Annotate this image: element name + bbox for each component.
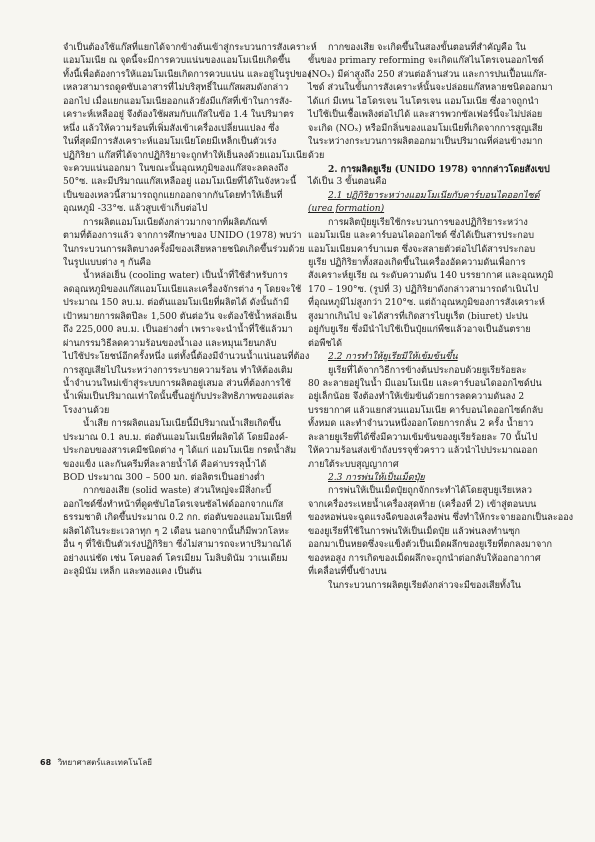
- text-line: ตามที่ต้องการแล้ว จากการศึกษาของ UNIDO (1978) พบว่า: [63, 231, 302, 242]
- text-line: ทั้งนี้เพื่อต้องการให้แอมโมเนียเกิดการควบแน่น และอยู่ในรูปของ: [63, 69, 312, 80]
- text-line: จากเครื่องระเหยน้ำเครื่องสุดท้าย (เครื่องที่ 2) เข้าสู่ตอนบน: [308, 499, 537, 510]
- text-line: อื่น ๆ ที่ใช้เป็นตัวเร่งปฏิกิริยา ซึ่งไม่สามารถจะหาปริมาณได้: [63, 540, 292, 551]
- text-line: อย่างแน่ชัด เช่น โคบอลต์ โครเมียม โมลิบดินัม วาเนเดียม: [63, 553, 288, 564]
- page-footer: [40, 758, 152, 768]
- text-line: ที่เคลื่อนที่ขึ้นข้างบน: [308, 567, 387, 578]
- journal-name: วิทยาศาสตร์และเทคโนโลยี: [57, 758, 152, 767]
- text-line: อยู่กับยูเรีย ซึ่งมีนำไปใช้เป็นปุ๋ยแก่พืชแล้วอาจเป็นอันตราย: [308, 325, 531, 336]
- right-column: [308, 42, 574, 593]
- text-line: อุณหภูมิ -33°ซ. แล้วสูบเข้าเก็บต่อไป: [63, 204, 208, 215]
- text-line: หนึ่ง แล้วให้ความร้อนที่เพิ่มสังเข้าเครื่องเปลี่ยนแปลง ซึ่ง: [63, 123, 280, 134]
- text-line: ผ่านกรรมวิธีลดความร้อนของน้ำเอง และหมุนเวียนกลับ: [63, 338, 277, 349]
- text-line: น้ำหล่อเย็น (cooling water) เป็นน้ำที่ใช้สำหรับการ: [83, 271, 288, 282]
- page-number: 68: [40, 758, 52, 767]
- text-line: ภายใต้ระบบสุญญากาศ: [308, 459, 399, 470]
- text-line: ละลายยูเรียที่ได้ซึ่งมีความเข้มข้นของยูเรียร้อยละ 70 นั้นไป: [308, 432, 538, 443]
- text-line: ในรูปแบบต่าง ๆ กันคือ: [63, 258, 152, 268]
- text-line: ไปใช้ประโยชน์อีกครั้งหนึ่ง แต่ทั้งนี้ต้องมีจำนวนน้ำแน่นอนที่ต้อง: [63, 352, 310, 363]
- text-line: แอมโมเนียมคาร์บาเมต ซึ่งจะสลายตัวต่อไปได้สารประกอบ: [308, 244, 536, 255]
- text-line: BOD ประมาณ 300 – 500 มก. ต่อลิตรเป็นอย่างต่ำ: [63, 473, 265, 483]
- text-line: ยูเรียที่ได้จากวิธีการข้างต้นประกอบด้วยยูเรียร้อยละ: [328, 365, 527, 376]
- text-line: เหลวสามารถดูดซับเอาสารที่ไม่บริสุทธิ์ในแก๊สผสมดังกล่าว: [63, 83, 289, 94]
- text-line: การผลิตปุ๋ยยูเรียใช้กระบวนการของปฏิกิริยาระหว่าง: [328, 217, 528, 228]
- text-line: ในระหว่างกระบวนการผลิตออกมาเป็นปริมาณที่ค่อนข้างมาก: [308, 137, 543, 148]
- text-line: ออกไป เมื่อแยกแอมโมเนียออกแล้วยังมีแก๊สที่เข้าในการสัง-: [63, 96, 293, 107]
- left-column: [63, 42, 317, 580]
- text-line: น้ำจำนวนใหม่เข้าสู่ระบบการผลิตอยู่เสมอ ส่วนที่ต้องการใช้: [63, 378, 291, 389]
- text-line: ต่อพืชได้: [308, 338, 343, 349]
- text-line: เป้าหมายการผลิตปีละ 1,500 ตันต่อวัน จะต้องใช้น้ำหล่อเย็น: [63, 311, 298, 322]
- text-line: จะเกิด (NOₓ) หรือมีกลิ่นของแอมโมเนียที่เกิดจากการสูญเสีย: [308, 123, 543, 134]
- text-line: ได้แก่ มีเทน ไฮโดรเจน ไนโตรเจน แอมโมเนีย ซึ่งอาจถูกนำ: [308, 96, 539, 107]
- text-line: ประมาณ 0.1 ลบ.ม. ต่อตันแอมโมเนียที่ผลิตได้ โดยมีองค์-: [63, 432, 289, 443]
- text-line: ยูเรีย ปฏิกิริยาทั้งสองเกิดขึ้นในเครื่องอัดความดันเพื่อการ: [308, 258, 526, 268]
- text-line: ปฏิกิริยา แก๊สที่ได้จากปฏิกิริยาจะถูกทำให้เย็นลงด้วยแอมโมเนีย: [63, 150, 308, 161]
- text-line: ขั้นของ primary reforming จะเกิดแก๊สไนโตรเจนออกไซด์: [308, 56, 544, 67]
- text-line: แอมโมเนีย และคาร์บอนไดออกไซด์ ซึ่งได้เป็นสารประกอบ: [308, 231, 535, 242]
- text-line: กากของเสีย (solid waste) ส่วนใหญ่จะมีสิ่งกะบี้: [83, 486, 272, 497]
- text-line: 2.3 การพ่นให้เป็นเม็ดปุ๋ย: [328, 473, 425, 483]
- text-line: จะควบแน่นออกมา ในขณะนั้นอุณหภูมิของแก๊สจะลดลงถึง: [63, 163, 289, 174]
- text-line: ของยูเรียที่ใช้ในการพ่นให้เป็นเม็ดปุ๋ย แล้วพ่นลงทำนซุก: [308, 526, 521, 537]
- text-line: 2. การผลิตยูเรีย (UNIDO 1978) จากกล่าวโดยสังเขป: [328, 163, 550, 175]
- text-line: การผลิตแอมโมเนียดังกล่าวมากจากที่ผลิตภัณฑ์: [83, 217, 268, 228]
- text-line: จำเป็นต้องใช้แก๊สที่แยกได้จากข้างต้นเข้าสู่กระบวนการสังเคราะห์: [63, 43, 317, 53]
- text-line: ออกไซด์ซึ่งทำหน้าที่ดูดซับไฮโดรเจนซัลไฟด์ออกจากแก๊ส: [63, 499, 284, 510]
- text-line: ประกอบของสารเคมีชนิดต่าง ๆ ได้แก่ แอมโมเนีย กรดน้ำส้ม: [63, 446, 297, 457]
- text-line: 50°ซ. และมีปริมาณแก๊สเหลืออยู่ แอมโมเนียที่ได้ในจังหวะนี้: [63, 177, 297, 188]
- text-line: อยู่เล็กน้อย จึงต้องทำให้เข้มข้นด้วยการลดความดันลง 2: [308, 392, 525, 403]
- text-line: น้ำเพิ่มเป็นปริมาณเท่าใดนั้นขึ้นอยู่กับประสิทธิภาพของแต่ละ: [63, 392, 295, 403]
- text-line: ในที่สุดมีการสังเคราะห์แอมโมเนียโดยมีเหล็กเป็นตัวเร่ง: [63, 137, 277, 148]
- text-line: เป็นของเหลวนี้สามารถถูกแยกออกจากกันโดยทำให้เย็นที่: [63, 190, 283, 201]
- text-line: กากของเสีย จะเกิดขึ้นในสองขั้นตอนที่สำคัญคือ ใน: [328, 43, 526, 53]
- text-line: บรรยากาศ แล้วแยกส่วนแอมโมเนีย คาร์บอนไดออกไซด์กลับ: [308, 405, 544, 416]
- text-line: ได้เป็น 3 ขั้นตอนคือ: [308, 177, 387, 188]
- text-line: ประมาณ 150 ลบ.ม. ต่อตันแอมโมเนียที่ผลิตได้ ดังนั้นถ้ามี: [63, 298, 290, 309]
- text-line: ของแข็ง และกันครีมที่ละลายน้ำได้ คือค่าบรรลุน้ำได้: [63, 459, 267, 470]
- text-line: น้ำเสีย การผลิตแอมโมเนียนี้มีปริมาณน้ำเสียเกิดขึ้น: [83, 419, 282, 430]
- text-line: ให้ความร้อนส่งเข้าถังบรรจุชั่วคราว แล้วนำไปประมาณออก: [308, 446, 538, 457]
- text-line: การพ่นให้เป็นเม็ดปุ๋ยถูกจักกระทำได้โดยสูบยูเรียเหลว: [328, 486, 532, 497]
- text-line: ไซด์ ส่วนในขั้นการสังเคราะห์นั้นจะปล่อยแก๊สหลายชนิดออกมา: [308, 83, 553, 94]
- text-line: ธรรมชาติ เกิดขึ้นประมาณ 0.2 กก. ต่อตันของแอมโมเนียที่: [63, 513, 292, 524]
- text-line: แอมโมเนีย ณ จุดนี้จะมีการควบแน่นของแอมโมเนียเกิดขึ้น: [63, 56, 291, 67]
- text-line: อะลูมินัม เหล็ก และทองแดง เป็นต้น: [63, 567, 202, 578]
- text-line: การสูญเสียไปในระหว่างการระบายความร้อน ทำให้ต้องเติม: [63, 365, 293, 376]
- text-line: ของหอพ่นจะฉูดแรงฉีดของเครื่องพ่น ซึ่งทำให้กระจายออกเป็นละออง: [308, 513, 574, 524]
- text-line: ของหอสูง การเกิดของเม็ดผลึกจะถูกนำต่อกลับให้ออกอากาศ: [308, 553, 541, 564]
- text-line: (NOₓ) มีค่าสูงถึง 250 ส่วนต่อล้านส่วน และการปนเปื้อนแก๊ส-: [308, 69, 547, 80]
- text-line: (urea formation): [308, 204, 385, 215]
- text-line: ลดอุณหภูมิของแก๊สแอมโมเนียและเครื่องจักรต่าง ๆ โดยจะใช้: [63, 284, 302, 295]
- text-line: ที่อุณหภูมิไม่สูงกว่า 210°ซ. แต่ถ้าอุณหภูมิของการสังเคราะห์: [308, 298, 545, 309]
- text-line: 80 ละลายอยู่ในน้ำ มีแอมโมเนีย และคาร์บอนไดออกไซด์ปน: [308, 378, 542, 389]
- text-line: ออกมาเป็นหยดซึ่งจะแข็งตัวเป็นเม็ดผลึกของยูเรียที่ตกลงมาจาก: [308, 540, 552, 551]
- text-line: สูงมากเกินไป จะได้สารที่เกิดสารไบยูเร็ต (biuret) ปะปน: [308, 311, 529, 322]
- text-line: เคราะห์เหลืออยู่ จึงต้องใช้ผสมกับแก๊สในข้อ 1.4 ในปริมาตร: [63, 110, 294, 121]
- text-line: 170 – 190°ซ. (รูปที่ 3) ปฏิกิริยาดังกล่าวสามารถดำเนินไป: [308, 284, 539, 295]
- text-line: ผลิตได้ในระยะเวลาทุก ๆ 2 เดือน นอกจากนั้นก็มีพวกโลหะ: [63, 526, 290, 537]
- text-line: ในกระบวนการผลิตยูเรียดังกล่าวจะมีของเสียทั้งใน: [328, 580, 522, 591]
- text-line: 2.2 การทำให้ยูเรียมีให้เข้มข้นขึ้น: [328, 352, 458, 363]
- text-line: ในกระบวนการผลิตบางครั้งมีของเสียหลายชนิดเกิดขึ้นร่วมด้วย: [63, 244, 305, 255]
- text-line: โรงงานด้วย: [63, 405, 110, 416]
- text-line: ทั้งหมด และทำจำนวนหนึ่งออกโดยการกลั่น 2 ครั้ง น้ำยาว: [308, 419, 534, 430]
- text-line: สังเคราะห์ยูเรีย ณ ระดับความดัน 140 บรรยากาศ และอุณหภูมิ: [308, 271, 554, 282]
- text-line: ด้วย: [308, 150, 325, 161]
- text-line: ไปใช้เป็นเชื้อเพลิงต่อไปได้ และสารพวกซัลเฟอร์นี้จะไม่ปล่อย: [308, 110, 543, 121]
- text-line: ถึง 225,000 ลบ.ม. เป็นอย่างต่ำ เพราะจะนำน้ำที่ใช้แล้วมา: [63, 325, 293, 336]
- text-line: 2.1 ปฏิกิริยาระหว่างแอมโมเนียกับคาร์บอนไดออกไซด์: [328, 190, 540, 201]
